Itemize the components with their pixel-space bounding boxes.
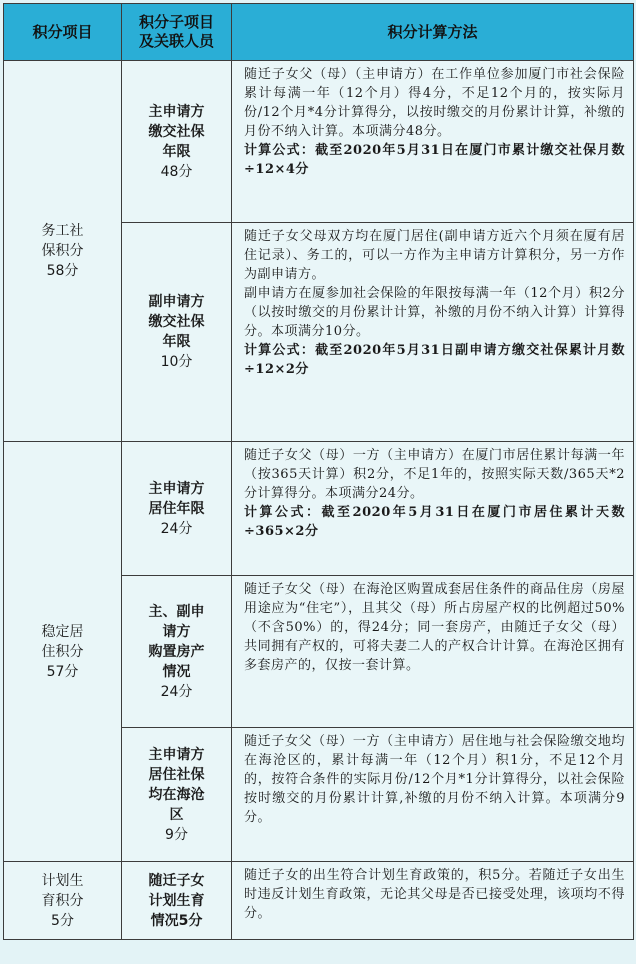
method-formula: 计算公式：截至2020年5月31日在厦门市累计缴交社保月数÷12×4分 <box>244 143 625 177</box>
method-text: 随迁子女父（母）一方（主申请方）居住地与社会保险缴交地均在海沧区的，累计每满一年（12个月）积1分，不足12个月的，按符合条件的实际月份/12个月*1分计算得分，以社会保险按时缴交的月份累计计算,补缴的月份不纳入计算。本项满分9分。 <box>244 734 625 825</box>
subitem-name: 主申请方 居住社保 均在海沧 区 <box>148 746 205 823</box>
category-name: 务工社 保积分 <box>41 223 84 259</box>
method-text-2: 副申请方在厦参加社会保险的年限按每满一年（12个月）积2分（以按时缴交的月份累计计算，补缴的月份不纳入计算）计算得分。本项满分10分。 <box>244 286 625 339</box>
subitem-points: 24分 <box>160 520 193 537</box>
category-family-planning <box>4 862 122 940</box>
method-formula: 计算公式：截至2020年5月31日副申请方缴交社保累计月数÷12×2分 <box>244 343 625 377</box>
method-text: 随迁子女父母双方均在厦门居住(副申请方近六个月须在厦有居住记录）、务工的，可以一方作为主申请方计算积分，另一方作为副申请方。 <box>244 229 625 282</box>
category-stable-residence <box>4 442 122 862</box>
category-work-social-security <box>4 61 122 442</box>
table-row <box>4 61 634 223</box>
table-header-row <box>4 4 634 61</box>
subitem-main-residence-years <box>122 442 232 576</box>
method-cell <box>232 61 634 223</box>
header-subitem: 积分子项目 及关联人员 <box>122 4 232 61</box>
category-points: 5分 <box>51 912 74 929</box>
subitem-name: 主、副申 请方 购置房产 情况 <box>148 603 205 680</box>
subitem-secondary-social-security <box>122 223 232 442</box>
method-cell <box>232 223 634 442</box>
header-method: 积分计算方法 <box>232 4 634 61</box>
category-points: 58分 <box>46 263 79 279</box>
subitem-haicang-residence-social-security <box>122 728 232 862</box>
subitem-name: 主申请方 缴交社保 年限 <box>148 103 205 160</box>
subitem-name: 随迁子女 计划生育 情况5分 <box>148 872 205 929</box>
subitem-points: 10分 <box>160 354 193 370</box>
subitem-property-purchase <box>122 576 232 728</box>
method-cell <box>232 576 634 728</box>
subitem-points: 24分 <box>160 683 193 700</box>
subitem-points: 48分 <box>160 163 193 180</box>
category-points: 57分 <box>46 663 79 680</box>
category-name: 稳定居 住积分 <box>41 623 84 660</box>
method-formula: 计算公式：截至2020年5月31日在厦门市居住累计天数÷365×2分 <box>244 505 625 539</box>
header-category: 积分项目 <box>4 4 122 61</box>
method-text: 随迁子女父（母）在海沧区购置成套居住条件的商品住房（房屋用途应为“住宅”），且其父（母）所占房屋产权的比例超过50%（不含50%）的，得24分；同一套房产，由随迁子女父（母）共同拥有产权的，可将夫妻二人的产权合计计算。在海沧区拥有多套房产的，仅按一套计算。 <box>244 582 625 673</box>
category-name: 计划生 育积分 <box>41 872 84 909</box>
subitem-family-planning <box>122 862 232 940</box>
method-text: 随迁子女父（母）一方（主申请方）在厦门市居住累计每满一年（按365天计算）积2分，不足1年的，按照实际天数/365天*2分计算得分。本项满分24分。 <box>244 448 625 501</box>
method-cell <box>232 442 634 576</box>
method-text: 随迁子女父（母）（主申请方）在工作单位参加厦门市社会保险累计每满一年（12个月）得4分，不足12个月的，按实际月份/12个月*4分计算得分，以按时缴交的月份累计计算，补缴的月份不纳入计算。本项满分48分。 <box>244 67 625 139</box>
subitem-name: 主申请方 居住年限 <box>148 480 205 517</box>
method-text: 随迁子女的出生符合计划生育政策的，积5分。若随迁子女出生时违反计划生育政策，无论其父母是否已接受处理，该项均不得分。 <box>244 868 625 921</box>
subitem-name: 副申请方 缴交社保 年限 <box>148 294 205 350</box>
table-row <box>4 862 634 940</box>
method-cell <box>232 862 634 940</box>
points-table <box>3 3 634 940</box>
table-row <box>4 442 634 576</box>
subitem-main-social-security <box>122 61 232 223</box>
method-cell <box>232 728 634 862</box>
subitem-points: 9分 <box>165 826 188 843</box>
